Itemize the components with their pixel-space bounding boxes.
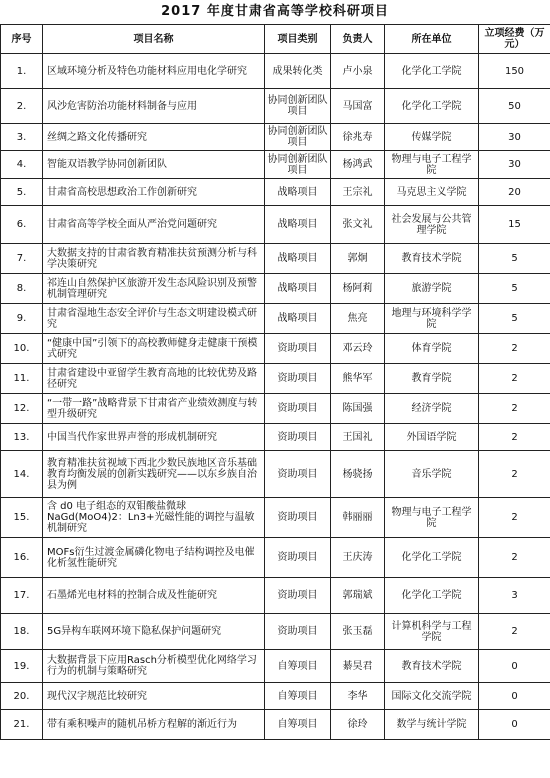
cell-project-name: 现代汉字规范比较研究 [43,683,265,710]
table-row [1,244,550,274]
table-row [1,538,550,578]
cell-project-name: 祁连山自然保护区旅游开发生态风险识别及预警机制管理研究 [43,274,265,304]
cell-seq: 11. [1,364,43,394]
cell-leader: 綦昊君 [331,650,385,683]
cell-seq: 12. [1,394,43,424]
table-row [1,304,550,334]
cell-leader: 马国富 [331,89,385,124]
cell-leader: 张文礼 [331,206,385,244]
cell-project-name: 石墨烯光电材料的控制合成及性能研究 [43,578,265,614]
cell-funding: 2 [479,538,550,578]
table-row [1,650,550,683]
cell-seq: 8. [1,274,43,304]
cell-funding: 2 [479,364,550,394]
cell-project-name: 丝绸之路文化传播研究 [43,124,265,151]
cell-funding: 0 [479,650,550,683]
cell-funding: 3 [479,578,550,614]
cell-seq: 15. [1,498,43,538]
cell-seq: 1. [1,54,43,89]
cell-unit: 旅游学院 [385,274,479,304]
table-row [1,274,550,304]
cell-project-name: MOFs衍生过渡金属磷化物电子结构调控及电催化析氢性能研究 [43,538,265,578]
table-row [1,334,550,364]
cell-leader: 王国礼 [331,424,385,451]
table-row [1,179,550,206]
cell-unit: 化学化工学院 [385,89,479,124]
cell-category: 自筹项目 [265,710,331,740]
cell-seq: 2. [1,89,43,124]
cell-category: 资助项目 [265,451,331,498]
cell-unit: 外国语学院 [385,424,479,451]
table-row [1,498,550,538]
header-seq: 序号 [1,25,43,54]
cell-seq: 20. [1,683,43,710]
cell-unit: 数学与统计学院 [385,710,479,740]
cell-seq: 16. [1,538,43,578]
table-row [1,424,550,451]
cell-funding: 50 [479,89,550,124]
cell-unit: 传媒学院 [385,124,479,151]
table-row [1,451,550,498]
cell-category: 资助项目 [265,614,331,650]
cell-leader: 韩丽丽 [331,498,385,538]
cell-category: 资助项目 [265,538,331,578]
table-row [1,710,550,740]
cell-leader: 王庆涛 [331,538,385,578]
cell-category: 资助项目 [265,424,331,451]
table-row [1,364,550,394]
cell-funding: 20 [479,179,550,206]
cell-project-name: 大数据支持的甘肃省教育精准扶贫预测分析与科学决策研究 [43,244,265,274]
cell-unit: 体育学院 [385,334,479,364]
cell-funding: 2 [479,451,550,498]
cell-leader: 杨骁扬 [331,451,385,498]
cell-category: 自筹项目 [265,650,331,683]
cell-seq: 9. [1,304,43,334]
cell-project-name: 甘肃省湿地生态安全评价与生态文明建设模式研究 [43,304,265,334]
cell-leader: 陈国强 [331,394,385,424]
cell-project-name: 风沙危害防治功能材料制备与应用 [43,89,265,124]
cell-seq: 18. [1,614,43,650]
cell-leader: 杨鸿武 [331,151,385,179]
cell-leader: 杨阿莉 [331,274,385,304]
cell-project-name: 教育精准扶贫视域下西北少数民族地区音乐基础教育均衡发展的创新实践研究——以东乡族自治县为例 [43,451,265,498]
cell-leader: 邓云玲 [331,334,385,364]
cell-project-name: 甘肃省高校思想政治工作创新研究 [43,179,265,206]
table-header-row [1,25,550,54]
cell-project-name: 甘肃省高等学校全面从严治党问题研究 [43,206,265,244]
cell-funding: 150 [479,54,550,89]
table-row [1,54,550,89]
cell-leader: 郭炯 [331,244,385,274]
cell-leader: 郭瑞斌 [331,578,385,614]
header-name: 项目名称 [43,25,265,54]
cell-seq: 3. [1,124,43,151]
table-row [1,683,550,710]
cell-seq: 4. [1,151,43,179]
cell-seq: 14. [1,451,43,498]
cell-category: 资助项目 [265,578,331,614]
cell-project-name: 带有乘积噪声的随机吊桥方程解的渐近行为 [43,710,265,740]
cell-category: 协同创新团队项目 [265,151,331,179]
cell-leader: 李华 [331,683,385,710]
cell-seq: 10. [1,334,43,364]
cell-unit: 化学化工学院 [385,538,479,578]
cell-category: 协同创新团队项目 [265,124,331,151]
cell-unit: 计算机科学与工程学院 [385,614,479,650]
cell-funding: 30 [479,151,550,179]
cell-category: 资助项目 [265,394,331,424]
cell-unit: 马克思主义学院 [385,179,479,206]
header-unit: 所在单位 [385,25,479,54]
cell-project-name: 含 d0 电子组态的双钼酸盐微球NaGd(MoO4)2：Ln3+光磁性能的调控与温敏机制研究 [43,498,265,538]
header-leader: 负责人 [331,25,385,54]
cell-leader: 张玉磊 [331,614,385,650]
cell-seq: 21. [1,710,43,740]
cell-funding: 0 [479,710,550,740]
project-table [0,24,550,740]
cell-funding: 2 [479,424,550,451]
cell-leader: 徐兆寿 [331,124,385,151]
cell-funding: 5 [479,304,550,334]
table-row [1,206,550,244]
cell-seq: 5. [1,179,43,206]
cell-unit: 音乐学院 [385,451,479,498]
cell-category: 战略项目 [265,304,331,334]
cell-seq: 6. [1,206,43,244]
cell-funding: 0 [479,683,550,710]
cell-unit: 物理与电子工程学院 [385,151,479,179]
cell-project-name: 中国当代作家世界声誉的形成机制研究 [43,424,265,451]
cell-category: 协同创新团队项目 [265,89,331,124]
cell-unit: 地理与环境科学学院 [385,304,479,334]
cell-category: 战略项目 [265,179,331,206]
cell-category: 成果转化类 [265,54,331,89]
table-row [1,394,550,424]
cell-category: 战略项目 [265,244,331,274]
cell-funding: 15 [479,206,550,244]
cell-project-name: “一带一路”战略背景下甘肃省产业绩效测度与转型升级研究 [43,394,265,424]
cell-unit: 社会发展与公共管理学院 [385,206,479,244]
table-row [1,124,550,151]
cell-project-name: 区域环境分析及特色功能材料应用电化学研究 [43,54,265,89]
table-row [1,151,550,179]
cell-unit: 教育技术学院 [385,650,479,683]
table-row [1,578,550,614]
cell-leader: 卢小泉 [331,54,385,89]
document-title: 2017 年度甘肃省高等学校科研项目 [161,4,389,19]
header-funding: 立项经费（万元） [479,25,550,54]
cell-category: 资助项目 [265,364,331,394]
cell-project-name: “健康中国”引领下的高校教师健身走健康干预模式研究 [43,334,265,364]
cell-unit: 化学化工学院 [385,578,479,614]
cell-project-name: 5G异构车联网环境下隐私保护问题研究 [43,614,265,650]
cell-project-name: 大数据背景下应用Rasch分析模型优化网络学习行为的机制与策略研究 [43,650,265,683]
cell-category: 资助项目 [265,498,331,538]
cell-category: 自筹项目 [265,683,331,710]
cell-funding: 2 [479,394,550,424]
cell-unit: 教育学院 [385,364,479,394]
cell-unit: 化学化工学院 [385,54,479,89]
cell-funding: 30 [479,124,550,151]
cell-seq: 19. [1,650,43,683]
cell-project-name: 甘肃省建设中亚留学生教育高地的比较优势及路径研究 [43,364,265,394]
cell-unit: 教育技术学院 [385,244,479,274]
cell-category: 战略项目 [265,206,331,244]
cell-funding: 5 [479,274,550,304]
cell-project-name: 智能双语教学协同创新团队 [43,151,265,179]
cell-funding: 2 [479,334,550,364]
cell-unit: 经济学院 [385,394,479,424]
cell-unit: 物理与电子工程学院 [385,498,479,538]
cell-funding: 2 [479,498,550,538]
cell-seq: 17. [1,578,43,614]
cell-leader: 熊华军 [331,364,385,394]
cell-unit: 国际文化交流学院 [385,683,479,710]
cell-funding: 2 [479,614,550,650]
cell-seq: 7. [1,244,43,274]
cell-category: 战略项目 [265,274,331,304]
table-row [1,89,550,124]
header-category: 项目类别 [265,25,331,54]
cell-leader: 徐玲 [331,710,385,740]
cell-funding: 5 [479,244,550,274]
table-row [1,614,550,650]
cell-seq: 13. [1,424,43,451]
cell-leader: 王宗礼 [331,179,385,206]
cell-category: 资助项目 [265,334,331,364]
cell-leader: 焦亮 [331,304,385,334]
